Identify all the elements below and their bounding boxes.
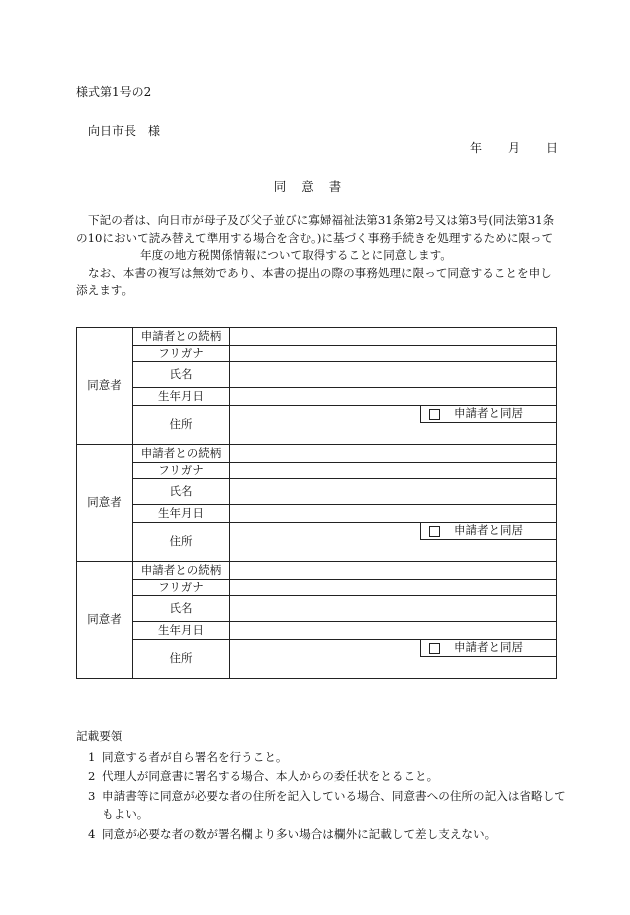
field-input-address[interactable]: [230, 406, 557, 445]
cohabit-option[interactable]: [420, 640, 556, 657]
field-input-relation[interactable]: [230, 328, 557, 346]
date-day-label: 日: [545, 141, 558, 155]
consenter-group-label: 同意者: [77, 328, 133, 445]
instruction-number: 1: [88, 749, 96, 764]
consenter-2-row-name: [77, 479, 557, 505]
instruction-item: [76, 767, 566, 786]
field-label-relation: 申請者との続柄: [133, 328, 230, 346]
field-label-birthdate: 生年月日: [133, 622, 230, 640]
document-title: 同意書: [273, 179, 357, 194]
field-label-furigana: フリガナ: [133, 346, 230, 362]
consenter-1-row-address: [77, 406, 557, 445]
address-field: [230, 640, 556, 678]
field-input-birthdate[interactable]: [230, 505, 557, 523]
field-input-address[interactable]: [230, 523, 557, 562]
field-label-name: 氏名: [133, 362, 230, 388]
field-label-birthdate: 生年月日: [133, 505, 230, 523]
instruction-number: 3: [88, 788, 96, 803]
field-input-name[interactable]: [230, 479, 557, 505]
instruction-text: 代理人が同意書に署名する場合、本人からの委任状をとること。: [102, 769, 439, 783]
field-label-furigana: フリガナ: [133, 463, 230, 479]
field-input-name[interactable]: [230, 596, 557, 622]
consenter-1-row-furigana: [77, 346, 557, 362]
field-label-address: 住所: [133, 523, 230, 562]
consenter-3-row-furigana: [77, 580, 557, 596]
consent-text-part-a: 下記の者は、向日市が母子及び父子並びに寡婦福祉法第31条第2号又は第3号(同法第31条の10において読み替えて準用する場合を含む。)に基づく事務手続きを処理するために限って: [76, 213, 555, 245]
cohabit-checkbox[interactable]: [429, 643, 440, 654]
field-label-name: 氏名: [133, 479, 230, 505]
field-label-furigana: フリガナ: [133, 580, 230, 596]
field-input-relation[interactable]: [230, 562, 557, 580]
instructions-list: [76, 748, 566, 844]
field-input-birthdate[interactable]: [230, 388, 557, 406]
cohabit-label: 申請者と同居: [454, 523, 523, 538]
field-label-address: 住所: [133, 640, 230, 679]
cohabit-checkbox[interactable]: [429, 409, 440, 420]
instruction-item: [76, 825, 566, 844]
cohabit-checkbox[interactable]: [429, 526, 440, 537]
consenter-group-label: 同意者: [77, 562, 133, 679]
instructions-heading: 記載要領: [76, 729, 123, 743]
field-label-birthdate: 生年月日: [133, 388, 230, 406]
instruction-text: 申請書等に同意が必要な者の住所を記入している場合、同意書への住所の記入は省略してもよい。: [102, 788, 566, 821]
address-field: [230, 523, 556, 561]
date-line: [470, 142, 558, 154]
field-input-name[interactable]: [230, 362, 557, 388]
consenter-2-row-birthdate: [77, 505, 557, 523]
field-label-address: 住所: [133, 406, 230, 445]
instruction-item: [76, 748, 566, 767]
field-input-furigana[interactable]: [230, 463, 557, 479]
cohabit-option[interactable]: [420, 523, 556, 540]
consenter-3-row-relation: [77, 562, 557, 580]
consent-paragraph-2: なお、本書の複写は無効であり、本書の提出の際の事務処理に限って同意することを申し添えます。: [76, 265, 552, 297]
instruction-number: 2: [88, 769, 96, 783]
address-field: [230, 406, 556, 444]
consent-paragraph-1: [76, 212, 556, 265]
instruction-item: [76, 787, 566, 824]
consenter-table: [76, 327, 557, 679]
date-month-label: 月: [507, 141, 520, 155]
field-label-name: 氏名: [133, 596, 230, 622]
consenter-2-row-relation: [77, 445, 557, 463]
consenter-1-row-name: [77, 362, 557, 388]
consent-text: [76, 212, 556, 300]
consenter-3-row-address: [77, 640, 557, 679]
consenter-1-row-relation: [77, 328, 557, 346]
consent-text-part-b: 年度の地方税関係情報について取得することに同意します。: [140, 248, 452, 262]
field-input-furigana[interactable]: [230, 346, 557, 362]
form-number: 様式第1号の2: [76, 85, 152, 99]
instruction-number: 4: [88, 826, 96, 841]
consenter-3-row-name: [77, 596, 557, 622]
consenter-group-label: 同意者: [77, 445, 133, 562]
instruction-text: 同意が必要な者の数が署名欄より多い場合は欄外に記載して差し支えない。: [102, 826, 497, 841]
cohabit-label: 申請者と同居: [454, 640, 523, 655]
field-input-address[interactable]: [230, 640, 557, 679]
instruction-text: 同意する者が自ら署名を行うこと。: [102, 749, 288, 764]
consenter-2-row-furigana: [77, 463, 557, 479]
cohabit-label: 申請者と同居: [454, 406, 523, 421]
field-label-relation: 申請者との続柄: [133, 562, 230, 580]
addressee: 向日市長 様: [88, 124, 161, 138]
consenter-1-row-birthdate: [77, 388, 557, 406]
cohabit-option[interactable]: [420, 406, 556, 423]
field-label-relation: 申請者との続柄: [133, 445, 230, 463]
field-input-relation[interactable]: [230, 445, 557, 463]
field-input-furigana[interactable]: [230, 580, 557, 596]
date-year-label: 年: [469, 141, 482, 155]
field-input-birthdate[interactable]: [230, 622, 557, 640]
consenter-3-row-birthdate: [77, 622, 557, 640]
consenter-2-row-address: [77, 523, 557, 562]
instructions: [76, 727, 566, 844]
